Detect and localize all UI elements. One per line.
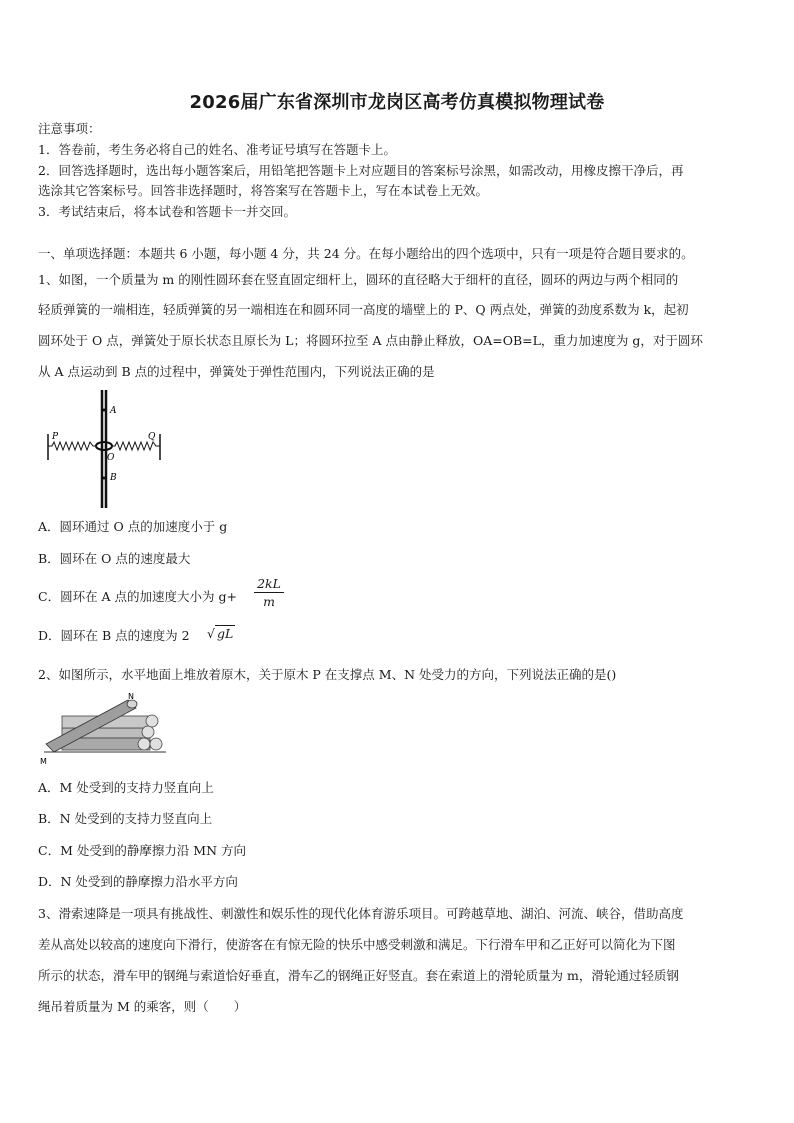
q3-text-line-4: 绳吊着质量为 M 的乘客，则（ ） [38,999,247,1014]
q1-option-b: B．圆环在 O 点的速度最大 [38,551,191,566]
notice-item-2-line-2: 选涂其它答案标号。回答非选择题时，将答案写在答题卡上，写在本试卷上无效。 [38,183,489,198]
q2-figure-label-m: M [40,757,47,766]
q2-figure [40,694,170,766]
q1-text-line-3: 圆环处于 O 点，弹簧处于原长状态且原长为 L；将圆环拉至 A 点由静止释放，OA=OB=L，重力加速度为 g，对于圆环 [38,333,703,348]
q1-figure-label-a: A [110,406,117,416]
q2-option-b: B．N 处受到的支持力竖直向上 [38,811,213,826]
q2-option-c: C．M 处受到的静摩擦力沿 MN 方向 [38,843,247,858]
notice-heading: 注意事项： [38,121,101,136]
q1-option-a: A．圆环通过 O 点的加速度小于 g [38,519,228,534]
q2-option-a: A．M 处受到的支持力竖直向上 [38,780,214,795]
q1-option-d-sqrt: √ gL [207,626,234,641]
q2-text-line-1: 2、如图所示，水平地面上堆放着原木，关于原木 P 在支撑点 M、N 处受力的方向，下列说法正确的是() [38,667,617,682]
q3-text-line-1: 3、滑索速降是一项具有挑战性、刺激性和娱乐性的现代化体育游乐项目。可跨越草地、湖泊、河流、峡谷，借助高度 [38,906,684,921]
q1-option-d: D．圆环在 B 点的速度为 2 [38,628,190,643]
q1-text-line-4: 从 A 点运动到 B 点的过程中，弹簧处于弹性范围内，下列说法正确的是 [38,364,435,379]
q1-figure-label-p: P [52,432,59,442]
q1-figure-label-b: B [110,473,117,483]
q2-option-d: D．N 处受到的静摩擦力沿水平方向 [38,874,238,889]
q1-figure-label-q: Q [148,432,156,442]
page-title: 2026届广东省深圳市龙岗区高考仿真模拟物理试卷 [189,92,605,113]
q1-option-c-fraction [254,576,284,609]
q1-option-c: C．圆环在 A 点的加速度大小为 g+ [38,589,237,604]
q1-figure-label-o: O [107,453,115,463]
notice-item-1: 1．答卷前，考生务必将自己的姓名、准考证号填写在答题卡上。 [38,142,396,157]
q1-text-line-1: 1、如图，一个质量为 m 的刚性圆环套在竖直固定细杆上，圆环的直径略大于细杆的直径，圆环的两边与两个相同的 [38,272,679,287]
section-heading: 一、单项选择题：本题共 6 小题，每小题 4 分，共 24 分。在每小题给出的四个选项中，只有一项是符合题目要求的。 [38,246,694,261]
q1-option-c-denominator: m [263,594,275,609]
q3-text-line-3: 所示的状态，滑车甲的钢绳与索道恰好垂直，滑车乙的钢绳正好竖直。套在索道上的滑轮质量为 m，滑轮通过轻质钢 [38,968,679,983]
q1-text-line-2: 轻质弹簧的一端相连，轻质弹簧的另一端相连在和圆环同一高度的墙壁上的 P、Q 两点处，弹簧的劲度系数为 k，起初 [38,302,689,317]
notice-item-3: 3．考试结束后，将本试卷和答题卡一并交回。 [38,204,296,219]
q1-option-d-radicand: gL [216,626,234,641]
notice-item-2-line-1: 2．回答选择题时，选出每小题答案后，用铅笔把答题卡上对应题目的答案标号涂黑，如需改动，用橡皮擦干净后，再 [38,163,684,178]
q1-figure [40,388,170,513]
q1-option-c-numerator: 2kL [257,576,281,591]
q3-text-line-2: 差从高处以较高的速度向下滑行，使游客在有惊无险的快乐中感受刺激和满足。下行滑车甲和乙正好可以简化为下图 [38,937,676,952]
q2-figure-label-n: N [128,692,134,701]
